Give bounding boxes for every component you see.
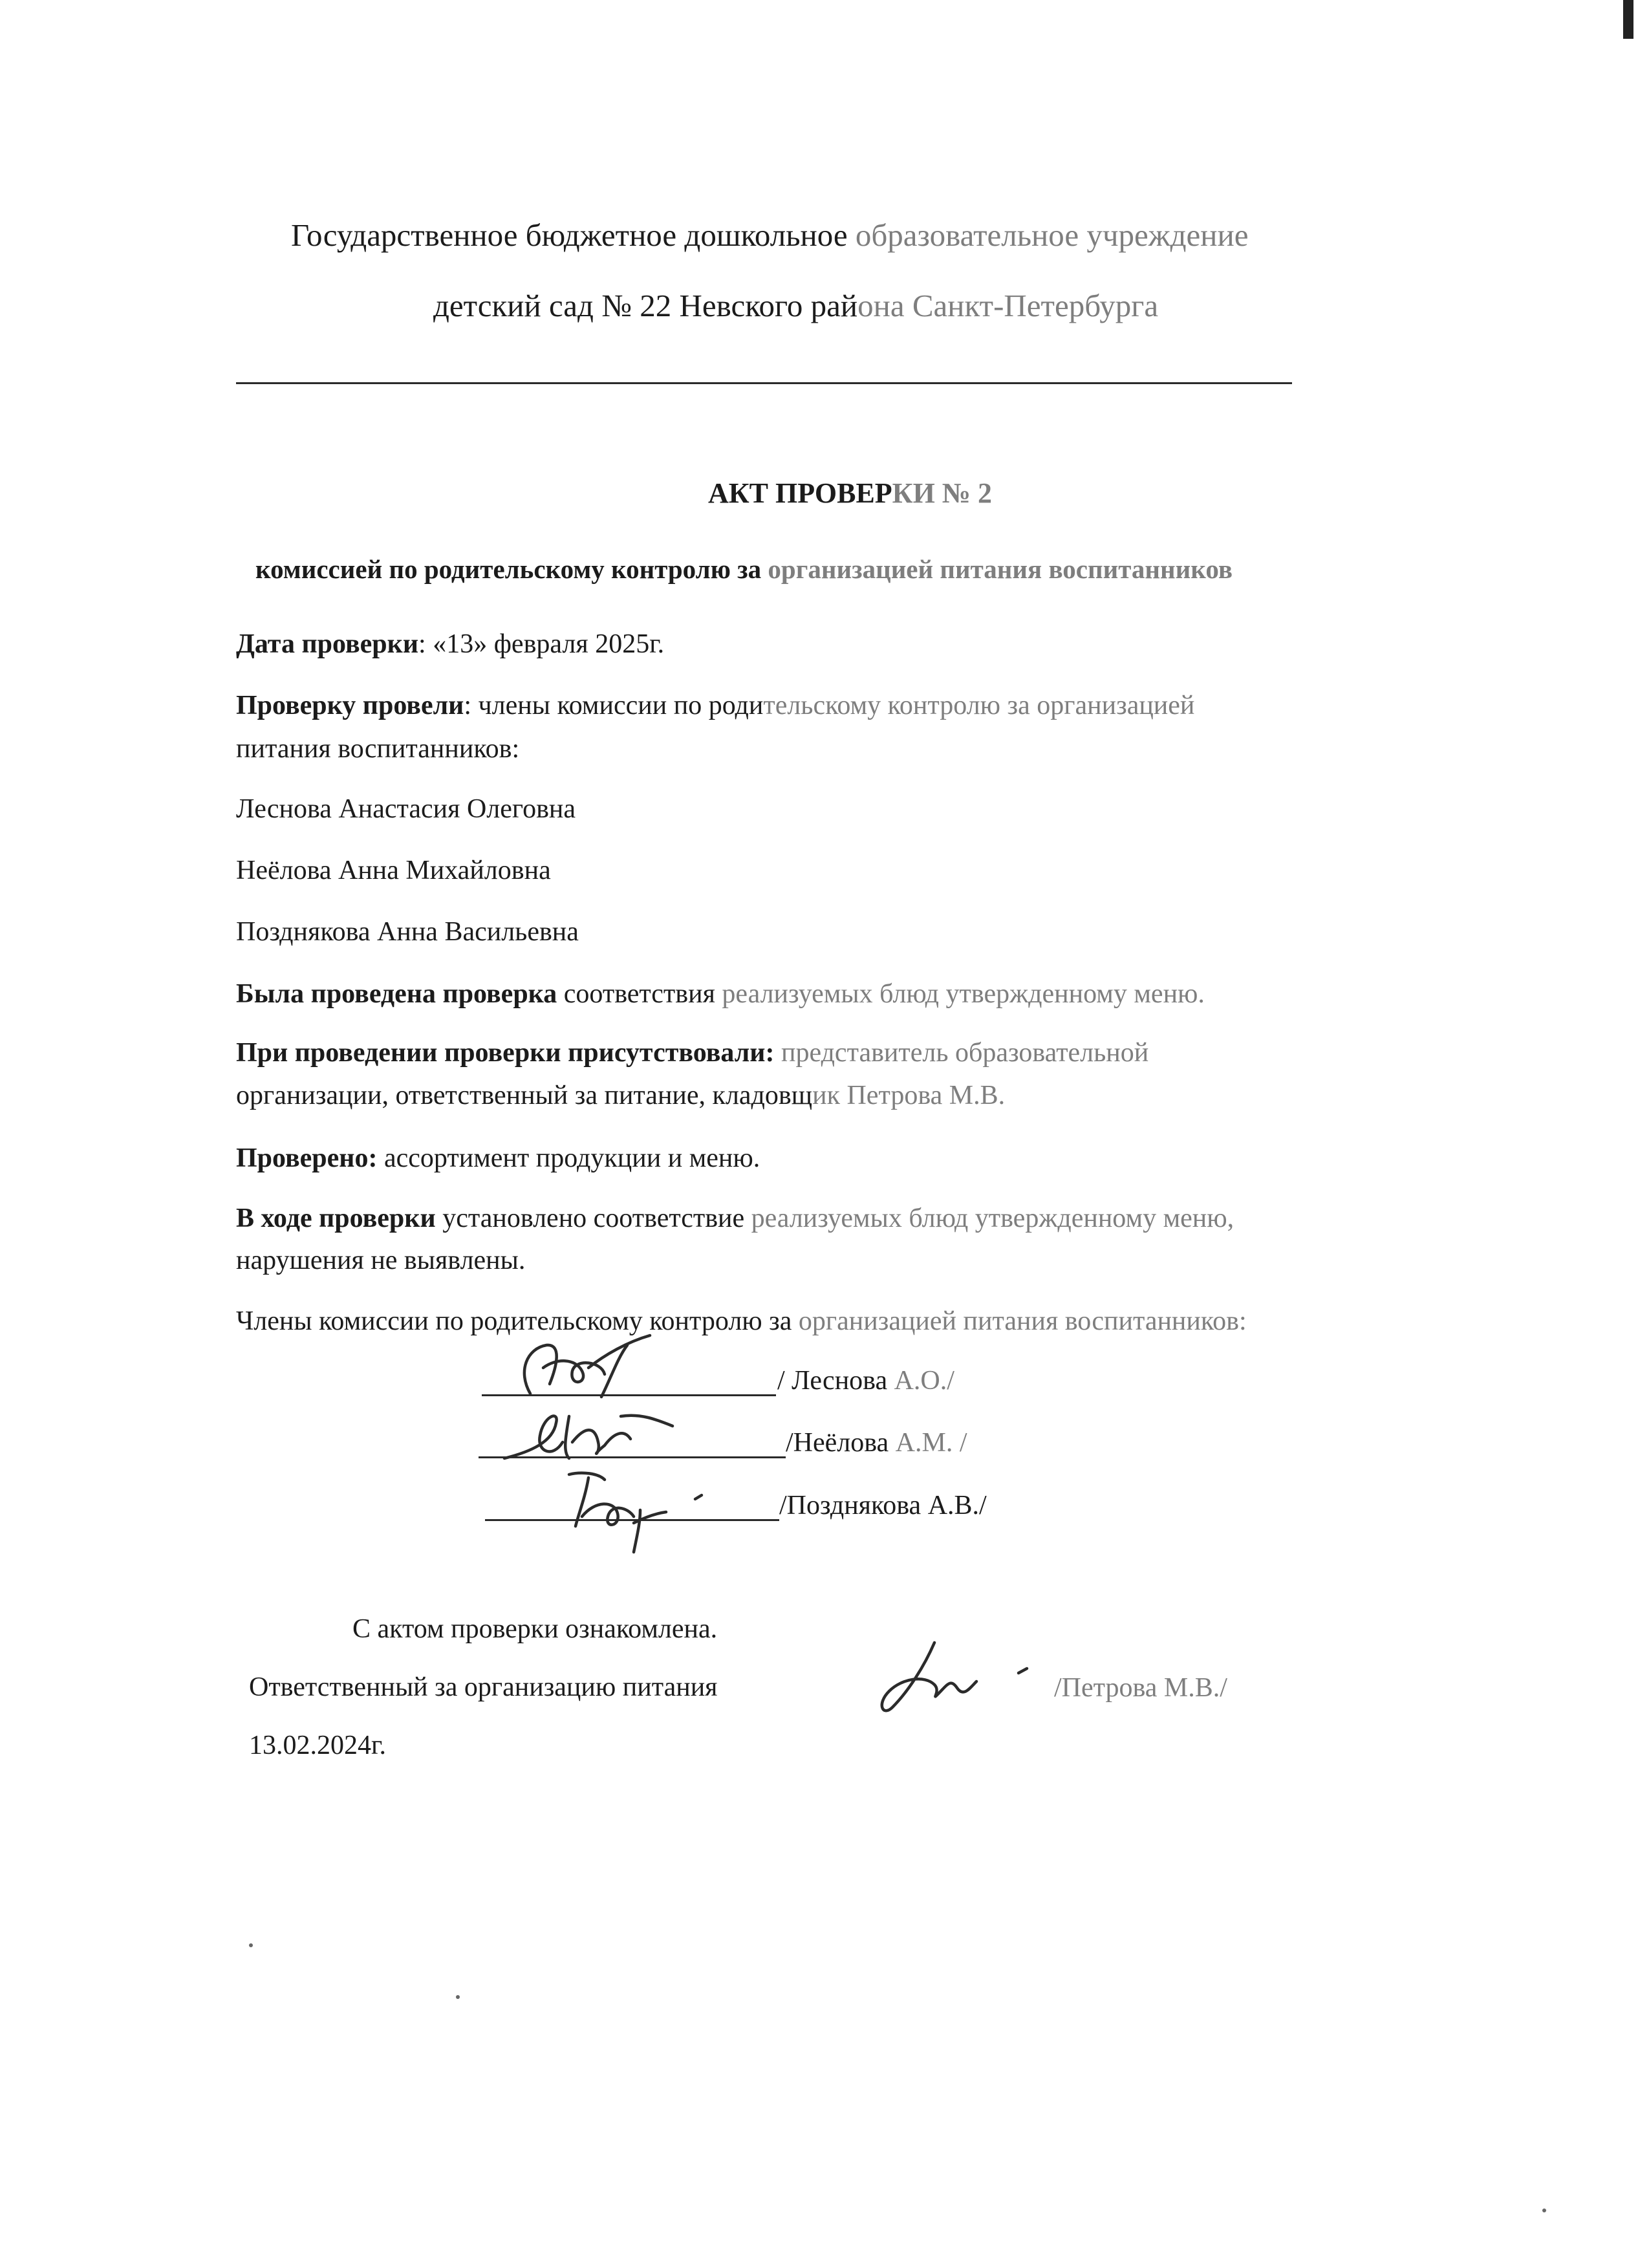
document-subtitle-faded: организацией питания воспитанников xyxy=(768,554,1233,584)
check-subject: Была проведена проверка соответствия реализуемых блюд утвержденному меню. xyxy=(236,979,1205,1009)
result-line1: В ходе проверки установлено соответствие реализуемых блюд утвержденному меню, xyxy=(236,1204,1234,1233)
signatory-name-2: /Неёлова А.М. / xyxy=(786,1428,967,1458)
conducted-by-label: Проверку провели xyxy=(236,691,464,720)
conducted-by-line1: Проверку провели: члены комиссии по родительскому контролю за организацией xyxy=(236,691,1195,720)
checked-items: Проверено: ассортимент продукции и меню. xyxy=(236,1143,760,1173)
acknowledgement-date: 13.02.2024г. xyxy=(249,1731,386,1760)
document-subtitle: комиссией по родительскому контролю за организацией питания воспитанников xyxy=(255,554,1233,584)
scan-speck xyxy=(249,1943,253,1947)
present-line2: организации, ответственный за питание, кладовщик Петрова М.В. xyxy=(236,1081,1006,1110)
commission-members-heading: Члены комиссии по родительскому контролю за организацией питания воспитанников: xyxy=(236,1306,1247,1336)
header-divider xyxy=(236,382,1292,384)
responsible-person-role: Ответственный за организацию питания xyxy=(249,1672,718,1702)
signatory-name-3: /Позднякова А.В./ xyxy=(779,1491,987,1520)
organization-name-line1: Государственное бюджетное дошкольное образовательное учреждение xyxy=(291,217,1249,253)
scan-speck xyxy=(456,1995,460,1999)
handwritten-signature-3 xyxy=(543,1462,711,1559)
organization-name-line1-faded: образовательное учреждение xyxy=(847,217,1249,253)
check-subject-label: Была проведена проверка xyxy=(236,979,557,1009)
acknowledgement-text: С актом проверки ознакомлена. xyxy=(352,1614,718,1644)
handwritten-signature-responsible xyxy=(873,1639,1054,1723)
member-name-2: Неёлова Анна Михайловна xyxy=(236,856,551,885)
scan-speck xyxy=(1542,2209,1546,2212)
inspection-date: Дата проверки: «13» февраля 2025г. xyxy=(236,629,665,659)
scan-edge-mark xyxy=(1623,0,1633,39)
document-title-faded: КИ № 2 xyxy=(892,477,993,509)
conducted-by-line2: питания воспитанников: xyxy=(236,734,520,764)
signatory-name-1: / Леснова А.О./ xyxy=(777,1366,954,1396)
present-line1: При проведении проверки присутствовали: представитель образовательной xyxy=(236,1038,1149,1068)
organization-name-line2: детский сад № 22 Невского района Санкт-Петербурга xyxy=(433,288,1159,323)
member-name-1: Леснова Анастасия Олеговна xyxy=(236,794,576,824)
member-name-3: Позднякова Анна Васильевна xyxy=(236,917,579,947)
result-line2: нарушения не выявлены. xyxy=(236,1246,526,1275)
responsible-person-name: /Петрова М.В./ xyxy=(1054,1673,1227,1703)
result-label: В ходе проверки xyxy=(236,1204,436,1233)
present-label: При проведении проверки присутствовали: xyxy=(236,1038,775,1068)
checked-label: Проверено: xyxy=(236,1143,378,1173)
organization-name-line2-faded: она Санкт-Петербурга xyxy=(857,288,1159,323)
document-title: АКТ ПРОВЕРКИ № 2 xyxy=(708,477,993,509)
inspection-date-label: Дата проверки xyxy=(236,629,419,659)
